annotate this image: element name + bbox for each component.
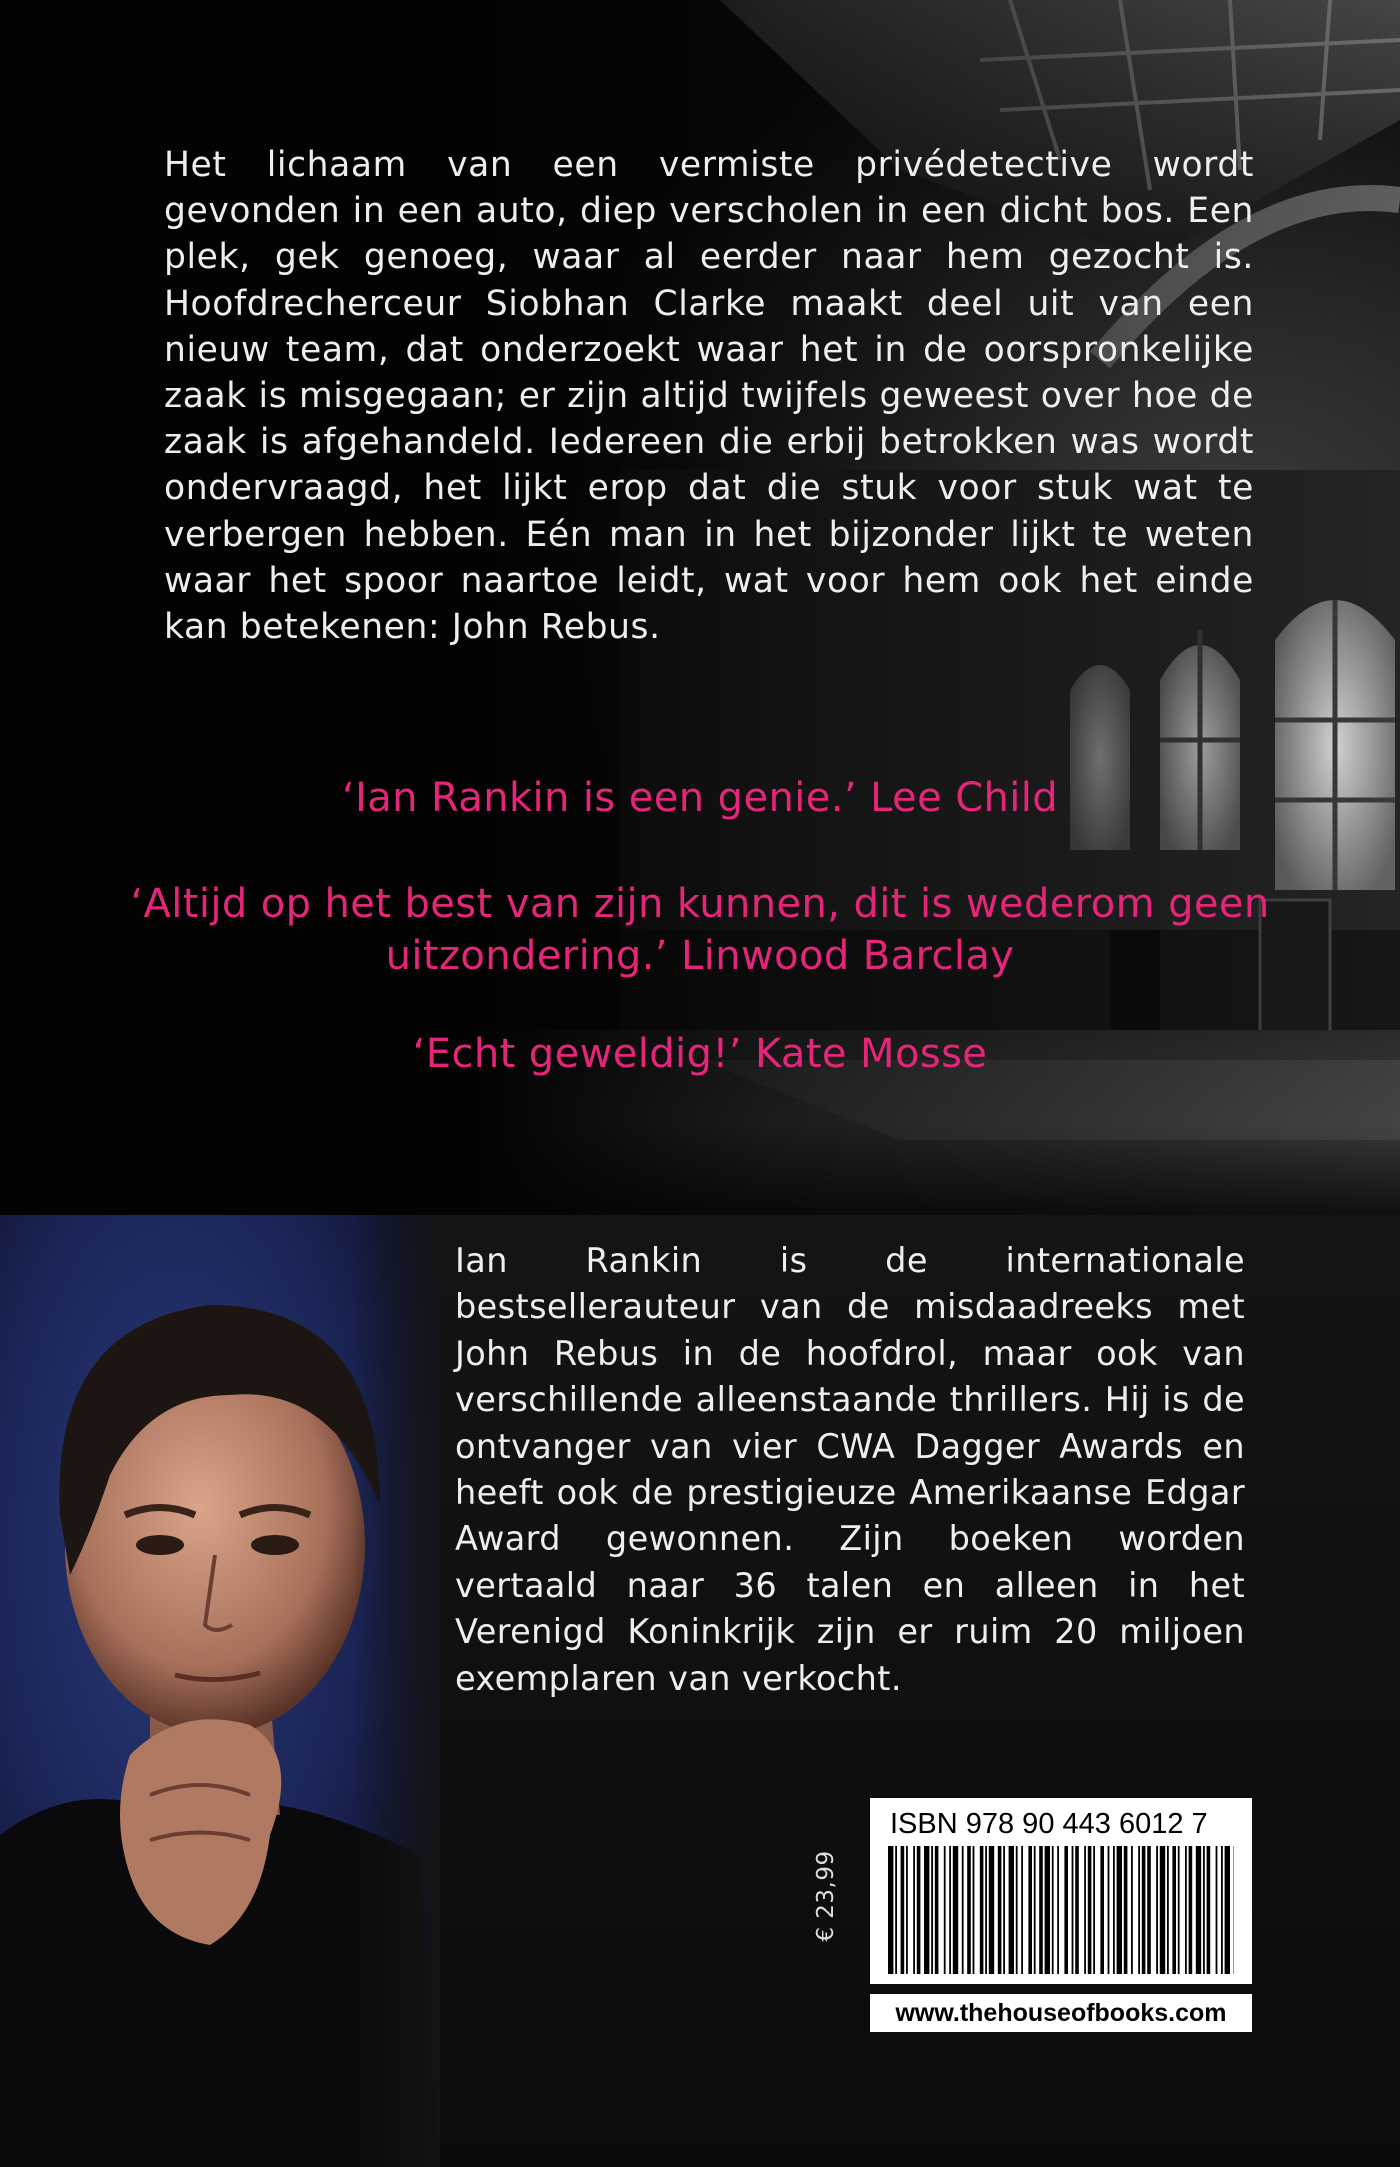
barcode-bar bbox=[1172, 1846, 1176, 1974]
barcode-bar bbox=[1016, 1846, 1018, 1974]
barcode-bar bbox=[1225, 1846, 1230, 1974]
review-quote: ‘Ian Rankin is een genie.’ Lee Child bbox=[341, 775, 1059, 821]
barcode-bar bbox=[1138, 1846, 1140, 1974]
barcode-bar bbox=[949, 1846, 951, 1974]
author-portrait bbox=[0, 1215, 440, 2167]
barcode-bar bbox=[1009, 1846, 1014, 1974]
barcode-bar bbox=[1075, 1846, 1079, 1974]
barcode-bar bbox=[1084, 1846, 1086, 1974]
barcode-bar bbox=[985, 1846, 987, 1974]
isbn-number: ISBN 978 90 443 6012 7 bbox=[890, 1808, 1208, 1840]
barcode-bar bbox=[1189, 1846, 1193, 1974]
price-label: € 23,99 bbox=[813, 1850, 839, 1942]
barcode-bar bbox=[1167, 1846, 1169, 1974]
barcode-bar bbox=[1117, 1846, 1122, 1974]
barcode-bar bbox=[998, 1846, 1002, 1974]
barcode-bar bbox=[1113, 1846, 1115, 1974]
barcode-bar bbox=[1093, 1846, 1095, 1974]
barcode-bar bbox=[888, 1846, 893, 1974]
barcode-area bbox=[870, 1798, 1252, 1984]
review-quote: ‘Altijd op het best van zijn kunnen, dit is wederom geen uitzondering.’ Linwood Barclay bbox=[130, 881, 1270, 979]
barcode-bar bbox=[924, 1846, 929, 1974]
synopsis-text: Het lichaam van een vermiste privédetective wordt gevonden in een auto, diep verscholen in een dicht bos. Een plek, gek genoeg, waar al eerder naar hem gezocht is. Hoofdrecherceur Siobhan Clarke maakt deel uit van een nieuw team, dat onderzoekt waar het in de oorspronkelijke zaak is misgegaan; er zijn altijd twijfels geweest over hoe de zaak is afgehandeld. Iedereen die erbij betrokken was wordt ondervraagd, het lijkt erop dat die stuk voor stuk wat te verbergen hebben. Eén man in het bijzonder lijkt te weten waar het spoor naartoe leidt, wat voor hem ook het einde kan betekenen: John Rebus. bbox=[164, 145, 1254, 648]
barcode-bar bbox=[1028, 1846, 1032, 1974]
barcode-bar bbox=[1160, 1846, 1165, 1974]
barcode-bar bbox=[1156, 1846, 1158, 1974]
barcode-bar bbox=[967, 1846, 971, 1974]
barcode-bar bbox=[973, 1846, 975, 1974]
publisher-website-box bbox=[870, 1994, 1252, 2032]
barcode-bar bbox=[1034, 1846, 1036, 1974]
barcode-bar bbox=[1108, 1846, 1110, 1974]
barcode-bar bbox=[953, 1846, 958, 1974]
barcode-bar bbox=[1088, 1846, 1092, 1974]
barcode-bar bbox=[1052, 1846, 1054, 1974]
barcode-bar bbox=[1072, 1846, 1074, 1974]
barcode-bar bbox=[1178, 1846, 1180, 1974]
barcode-bar bbox=[917, 1846, 921, 1974]
barcode-bar bbox=[944, 1846, 946, 1974]
barcode-bar bbox=[980, 1846, 984, 1974]
barcode-bar bbox=[935, 1846, 939, 1974]
barcode-bar bbox=[1196, 1846, 1201, 1974]
barcode-bar bbox=[1045, 1846, 1050, 1974]
publisher-website[interactable]: www.thehouseofbooks.com bbox=[895, 1999, 1227, 2027]
barcode-bar bbox=[901, 1846, 905, 1974]
barcode-bar bbox=[1124, 1846, 1128, 1974]
barcode-bar bbox=[1203, 1846, 1205, 1974]
barcode-bar bbox=[895, 1846, 897, 1974]
barcode-bar bbox=[1131, 1846, 1133, 1974]
barcode-image bbox=[888, 1846, 1234, 1974]
barcode-bar bbox=[1064, 1846, 1068, 1974]
review-quote: ‘Echt geweldig!’ Kate Mosse bbox=[412, 1031, 988, 1077]
barcode-bar bbox=[1185, 1846, 1187, 1974]
barcode-bar bbox=[931, 1846, 933, 1974]
barcode-bar bbox=[1142, 1846, 1146, 1974]
barcode-bar bbox=[1221, 1846, 1223, 1974]
barcode-bar bbox=[1039, 1846, 1043, 1974]
barcode-bar bbox=[1216, 1846, 1218, 1974]
barcode-bar bbox=[906, 1846, 908, 1974]
barcode-bar bbox=[913, 1846, 915, 1974]
barcode-bar bbox=[1003, 1846, 1005, 1974]
barcode-bar bbox=[1147, 1846, 1151, 1974]
barcode-bar bbox=[1057, 1846, 1059, 1974]
author-bio: Ian Rankin is de internationale bestsellerauteur van de misdaadreeks met John Rebus in de hoofdrol, maar ook van verschillende alleenstaande thrillers. Hij is de ontvanger van vier CWA Dagger Awards en heeft ook de prestigieuze Amerikaanse Edgar Award gewonnen. Zijn boeken worden vertaald naar 36 talen en alleen in het Verenigd Koninkrijk zijn er ruim 20 miljoen exemplaren van verkocht. bbox=[455, 1241, 1245, 1698]
barcode-bar bbox=[1207, 1846, 1211, 1974]
barcode-bar bbox=[989, 1846, 994, 1974]
barcode-bar bbox=[1021, 1846, 1023, 1974]
barcode-bar bbox=[962, 1846, 964, 1974]
barcode-bar bbox=[1100, 1846, 1104, 1974]
